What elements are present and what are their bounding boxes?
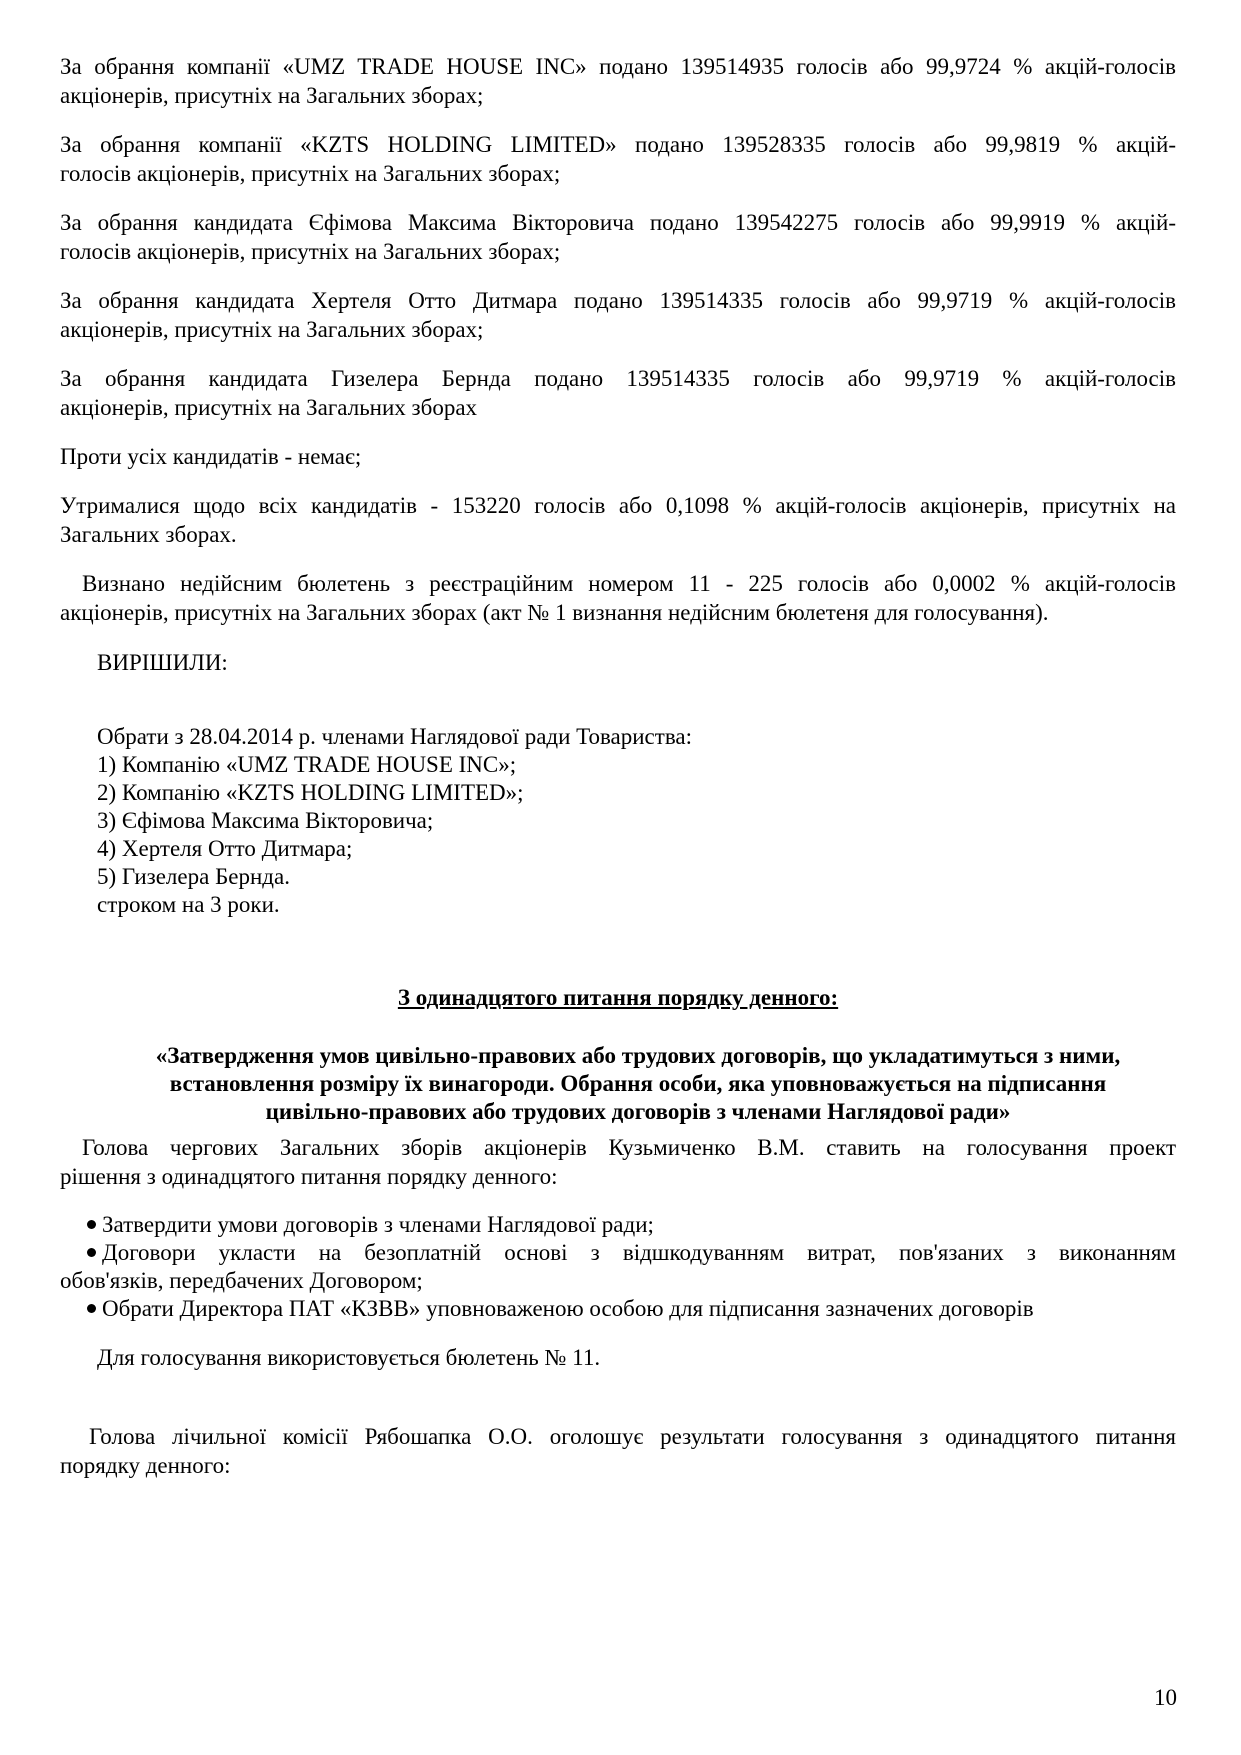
- decision-term: строком на 3 роки.: [97, 892, 280, 917]
- agenda-title-line3: цивільно-правових або трудових договорів з членами Наглядової ради»: [265, 1099, 1011, 1124]
- vote-result-yefimov-line1: За обрання кандидата Єфімова Максима Вікторовича подано 139542275 голосів або 99,9919 % акцій-: [60, 210, 1176, 235]
- bullet-icon: [87, 1304, 96, 1313]
- proposal-bullet: [87, 1295, 1034, 1323]
- agenda-title-line1: «Затвердження умов цивільно-правових або трудових договорів, що укладатимуться з ними,: [155, 1043, 1121, 1068]
- vote-result-kzts-line1: За обрання компанії «KZTS HOLDING LIMITED» подано 139528335 голосів або 99,9819 % акцій-: [60, 132, 1176, 157]
- vote-result-kzts-line2: голосів акціонерів, присутніх на Загальних зборах;: [60, 161, 561, 186]
- proposal-bullet: [87, 1239, 1176, 1267]
- vote-result-hertel-line2: акціонерів, присутніх на Загальних зборах;: [60, 317, 484, 342]
- chair-proposal-line1: Голова чергових Загальних зборів акціонерів Кузьмиченко В.М. ставить на голосування проект: [82, 1135, 1176, 1160]
- vote-result-umz-line1: За обрання компанії «UMZ TRADE HOUSE INC» подано 139514935 голосів або 99,9724 % акцій-голосів: [60, 54, 1176, 79]
- decision-intro: Обрати з 28.04.2014 р. членами Наглядової ради Товариства:: [97, 724, 692, 749]
- vote-result-umz-line2: акціонерів, присутніх на Загальних зборах;: [60, 83, 484, 108]
- vote-result-giseler-line2: акціонерів, присутніх на Загальних зборах: [60, 395, 478, 420]
- invalid-ballot-line1: Визнано недійсним бюлетень з реєстраційним номером 11 - 225 голосів або 0,0002 % акцій-голосів: [82, 571, 1176, 596]
- bullet-icon: [87, 1220, 96, 1229]
- decision-item: 1) Компанію «UMZ TRADE HOUSE INC»;: [97, 752, 517, 777]
- section-heading: З одинадцятого питання порядку денного:: [397, 985, 839, 1010]
- invalid-ballot-line2: акціонерів, присутніх на Загальних зборах (акт № 1 визнання недійсним бюлетеня для голосування).: [60, 600, 1049, 625]
- decision-item: 2) Компанію «KZTS HOLDING LIMITED»;: [97, 780, 524, 805]
- decision-item: 4) Хертеля Отто Дитмара;: [97, 836, 353, 861]
- votes-against: Проти усіх кандидатів - немає;: [60, 444, 362, 469]
- bullet-icon: [87, 1248, 96, 1257]
- vote-result-giseler-line1: За обрання кандидата Гизелера Бернда подано 139514335 голосів або 99,9719 % акцій-голосів: [60, 366, 1176, 391]
- decision-item: 3) Єфімова Максима Вікторовича;: [97, 808, 434, 833]
- commission-announcement-line1: Голова лічильної комісії Рябошапка О.О. оголошує результати голосування з одинадцятого питання: [89, 1424, 1176, 1449]
- vote-result-hertel-line1: За обрання кандидата Хертеля Отто Дитмара подано 139514335 голосів або 99,9719 % акцій-голосів: [60, 288, 1176, 313]
- proposal-bullet-text: Обрати Директора ПАТ «КЗВВ» уповноваженою особою для підписання зазначених договорів: [102, 1296, 1034, 1321]
- votes-abstained-line2: Загальних зборах.: [60, 522, 237, 547]
- ballot-note: Для голосування використовується бюлетень № 11.: [97, 1345, 601, 1370]
- proposal-bullet-continuation: обов'язків, передбачених Договором;: [60, 1268, 423, 1293]
- proposal-bullet-text: Затвердити умови договорів з членами Наглядової ради;: [102, 1212, 654, 1237]
- vote-result-yefimov-line2: голосів акціонерів, присутніх на Загальних зборах;: [60, 239, 561, 264]
- decision-item: 5) Гизелера Бернда.: [97, 864, 290, 889]
- page-number: 10: [1154, 1685, 1177, 1710]
- proposal-bullet-text: Договори укласти на безоплатній основі з відшкодуванням витрат, пов'язаних з виконанням: [102, 1240, 1176, 1265]
- chair-proposal-line2: рішення з одинадцятого питання порядку денного:: [60, 1164, 558, 1189]
- commission-announcement-line2: порядку денного:: [60, 1453, 231, 1478]
- decided-label: ВИРІШИЛИ:: [97, 650, 228, 675]
- votes-abstained-line1: Утрималися щодо всіх кандидатів - 153220 голосів або 0,1098 % акцій-голосів акціонерів, присутніх на: [60, 493, 1176, 518]
- agenda-title-line2: встановлення розміру їх винагороди. Обрання особи, яка уповноважується на підписання: [169, 1071, 1107, 1096]
- proposal-bullet: [87, 1211, 654, 1239]
